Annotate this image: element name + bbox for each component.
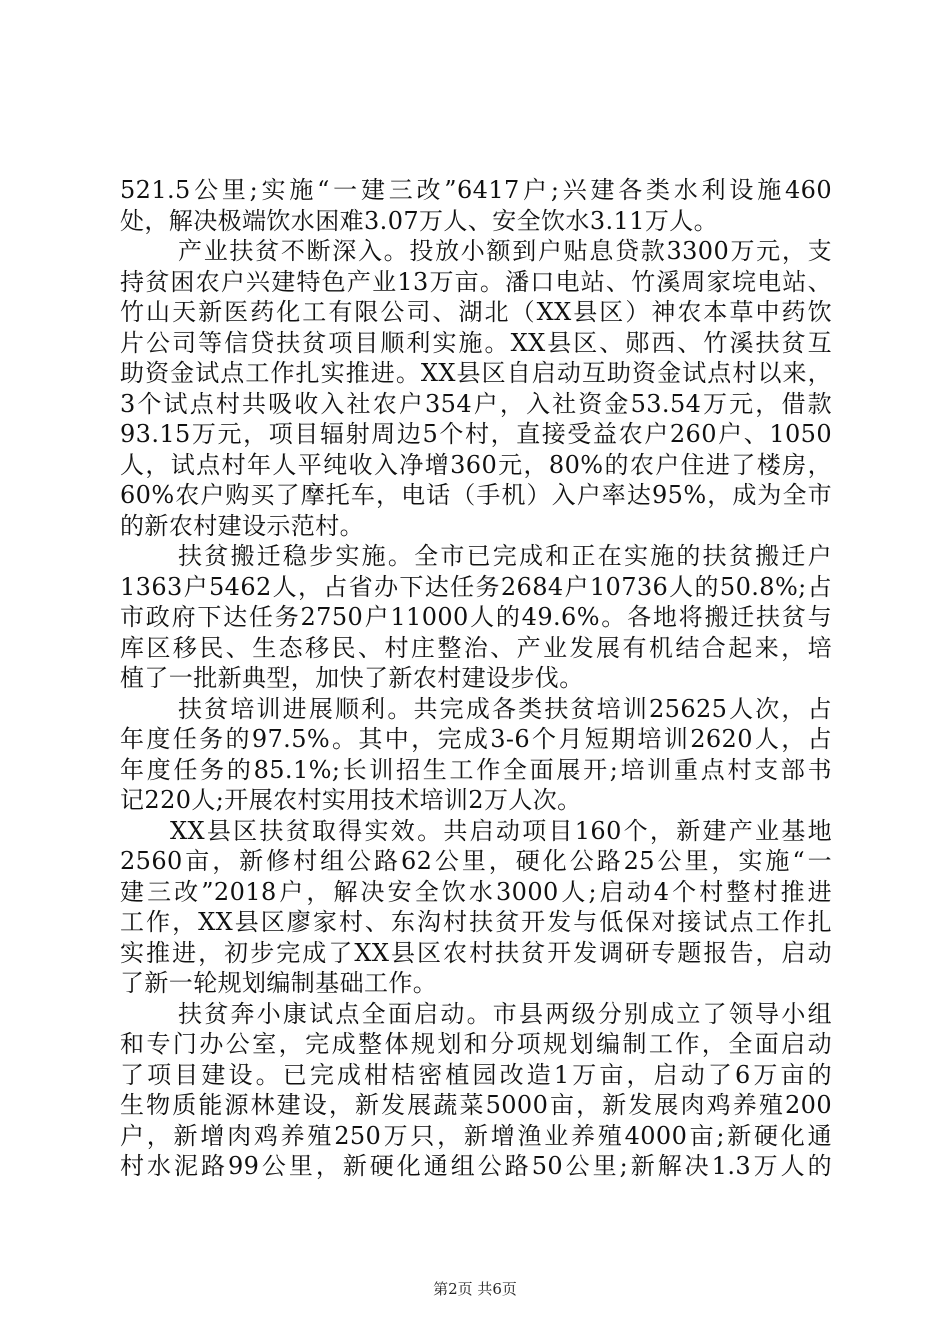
- text-line: 工作，XX县区廖家村、东沟村扶贫开发与低保对接试点工作扎: [120, 908, 832, 936]
- text-line: 生物质能源林建设，新发展蔬菜5000亩，新发展肉鸡养殖200: [120, 1091, 832, 1119]
- paragraph-first-line: 扶贫奔小康试点全面启动。市县两级分别成立了领导小组: [178, 999, 832, 1028]
- text-line: 的新农村建设示范村。: [120, 511, 364, 540]
- document-body: [120, 175, 832, 1182]
- text-line: 521.5公里;实施“一建三改”6417户;兴建各类水利设施460: [120, 176, 832, 204]
- text-line: 植了一批新典型，加快了新农村建设步伐。: [120, 664, 584, 692]
- paragraph-first-line: 扶贫培训进展顺利。共完成各类扶贫培训25625人次，占: [178, 694, 832, 723]
- text-line: 了新一轮规划编制基础工作。: [120, 969, 438, 997]
- text-line: 记220人;开展农村实用技术培训2万人次。: [120, 786, 582, 814]
- text-line: 人，试点村年人平纯收入净增360元，80%的农户住进了楼房，: [120, 450, 832, 479]
- text-line: 片公司等信贷扶贫项目顺利实施。XX县区、郧西、竹溪扶贫互: [120, 328, 832, 357]
- text-line: 持贫困农户兴建特色产业13万亩。潘口电站、竹溪周家垸电站、: [120, 267, 832, 296]
- text-line: 了项目建设。已完成柑桔密植园改造1万亩，启动了6万亩的: [120, 1060, 832, 1089]
- text-line: 3个试点村共吸收入社农户354户，入社资金53.54万元，借款: [120, 389, 832, 418]
- text-line: 村水泥路99公里，新硬化通组公路50公里;新解决1.3万人的: [120, 1152, 832, 1180]
- text-line: 库区移民、生态移民、村庄整治、产业发展有机结合起来，培: [120, 633, 832, 662]
- text-line: 1363户5462人，占省办下达任务2684户10736人的50.8%;占: [120, 572, 832, 601]
- text-line: 助资金试点工作扎实推进。XX县区自启动互助资金试点村以来，: [120, 359, 832, 387]
- text-line: 93.15万元，项目辐射周边5个村，直接受益农户260户、1050: [120, 420, 832, 448]
- text-line: 处，解决极端饮水困难3.07万人、安全饮水3.11万人。: [120, 206, 719, 235]
- text-line: 2560亩，新修村组公路62公里，硬化公路25公里，实施“一: [120, 847, 832, 875]
- page-number-footer: 第2页 共6页: [433, 1280, 517, 1298]
- paragraph-first-line: 产业扶贫不断深入。投放小额到户贴息贷款3300万元，支: [178, 237, 832, 265]
- text-line: 实推进，初步完成了XX县区农村扶贫开发调研专题报告，启动: [120, 938, 832, 967]
- text-line: 年度任务的85.1%;长训招生工作全面展开;培训重点村支部书: [120, 755, 832, 784]
- paragraph-first-line: XX县区扶贫取得实效。共启动项目160个，新建产业基地: [170, 816, 832, 845]
- text-line: 建三改”2018户，解决安全饮水3000人;启动4个村整村推进: [120, 877, 832, 906]
- text-line: 和专门办公室，完成整体规划和分项规划编制工作，全面启动: [120, 1030, 832, 1058]
- text-line: 年度任务的97.5%。其中，完成3-6个月短期培训2620人，占: [120, 725, 832, 753]
- paragraph-first-line: 扶贫搬迁稳步实施。全市已完成和正在实施的扶贫搬迁户: [178, 542, 832, 570]
- text-line: 竹山天新医药化工有限公司、湖北（XX县区）神农本草中药饮: [120, 298, 832, 326]
- text-line: 60%农户购买了摩托车，电话（手机）入户率达95%，成为全市: [120, 481, 832, 509]
- text-line: 市政府下达任务2750户11000人的49.6%。各地将搬迁扶贫与: [120, 603, 832, 631]
- text-line: 户，新增肉鸡养殖250万只，新增渔业养殖4000亩;新硬化通: [120, 1121, 832, 1150]
